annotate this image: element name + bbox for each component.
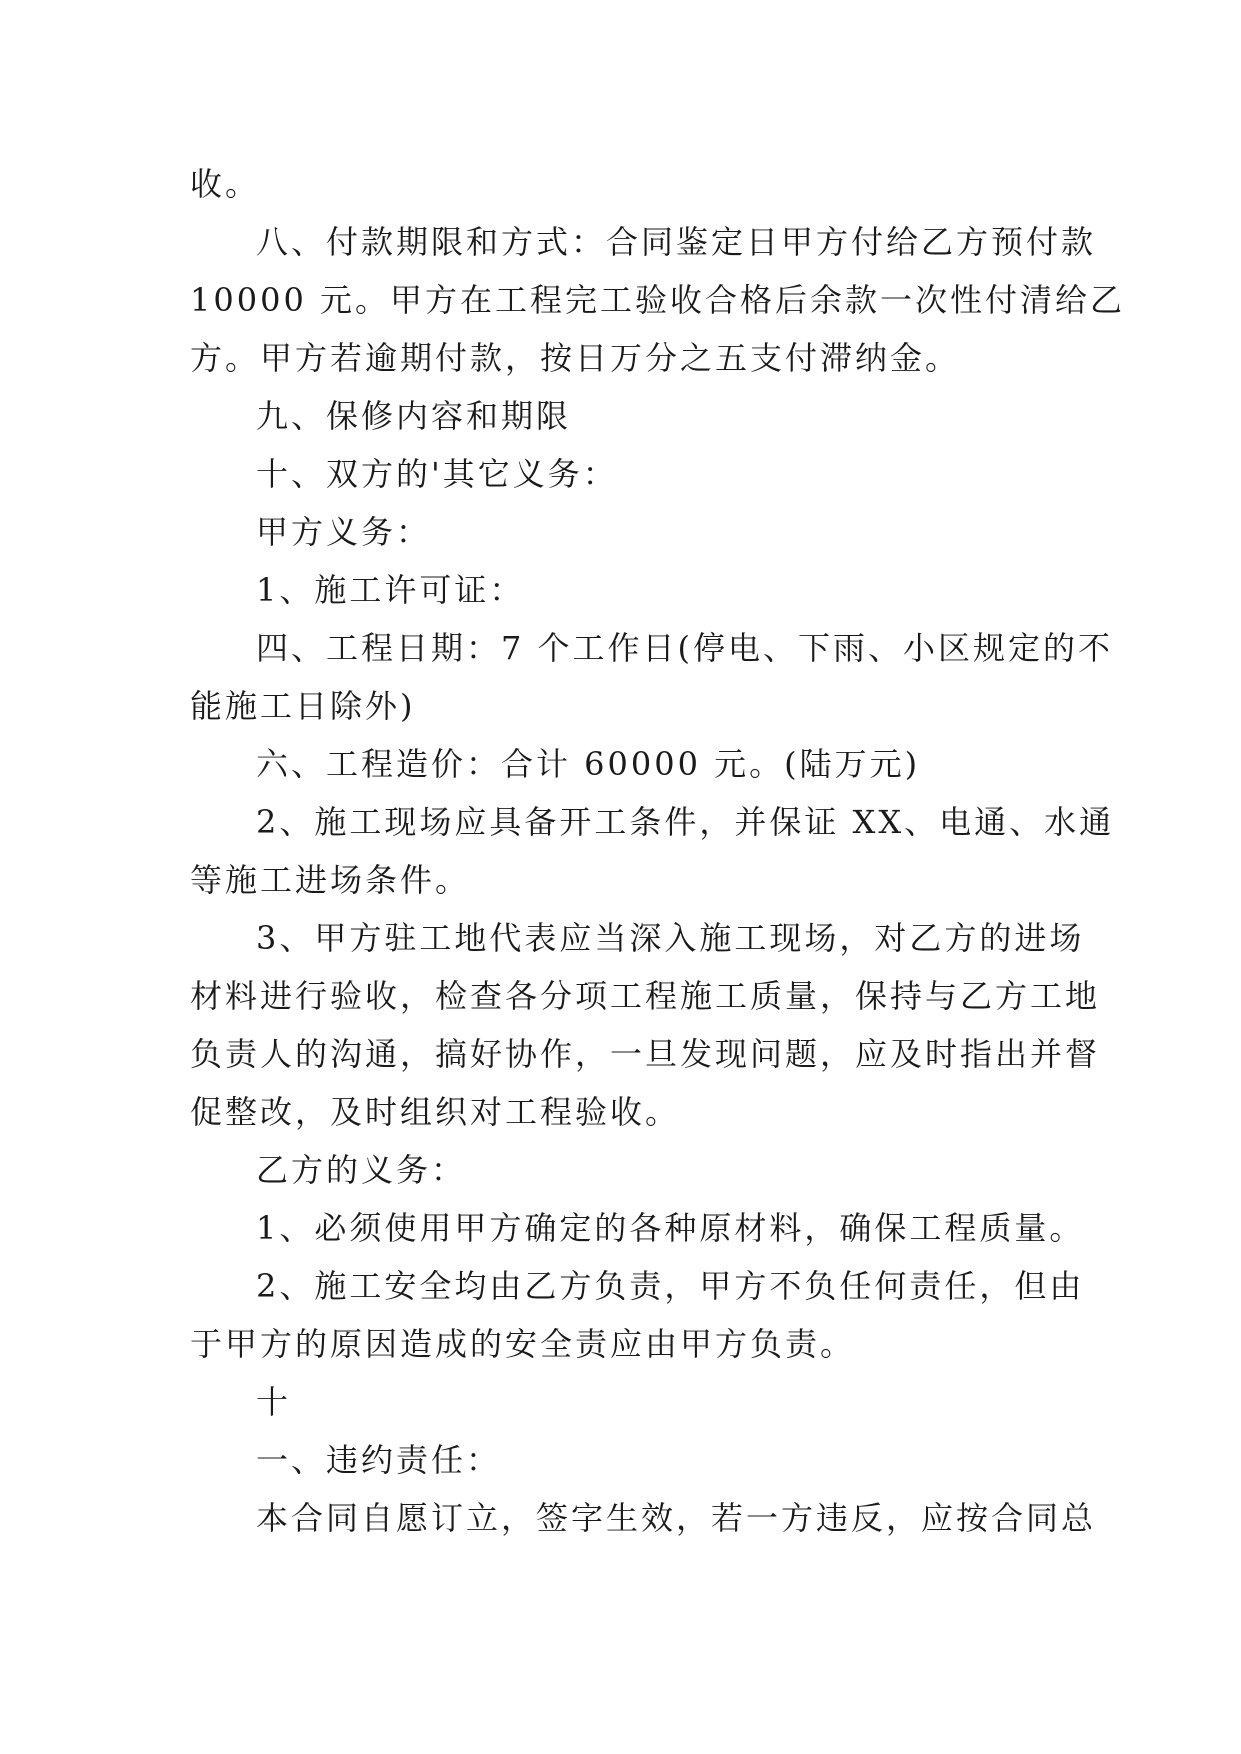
document-line: 于甲方的原因造成的安全责应由甲方负责。	[190, 1325, 856, 1363]
document-line: 材料进行验收，检查各分项工程施工质量，保持与乙方工地	[190, 977, 1101, 1015]
document-line: 乙方的义务：	[256, 1151, 467, 1189]
document-line: 四、工程日期：7 个工作日(停电、下雨、小区规定的不	[256, 629, 1114, 667]
document-line: 1、必须使用甲方确定的各种原材料，确保工程质量。	[256, 1209, 1085, 1247]
document-line: 负责人的沟通，搞好协作，一旦发现问题，应及时指出并督	[190, 1035, 1101, 1073]
document-line: 促整改，及时组织对工程验收。	[190, 1093, 681, 1131]
document-line: 3、甲方驻工地代表应当深入施工现场，对乙方的进场	[256, 919, 1085, 957]
document-line: 2、施工安全均由乙方负责，甲方不负任何责任，但由	[256, 1267, 1085, 1305]
document-line: 2、施工现场应具备开工条件，并保证 XX、电通、水通	[256, 803, 1115, 841]
document-line: 八、付款期限和方式：合同鉴定日甲方付给乙方预付款	[256, 223, 1097, 261]
document-line: 一、违约责任：	[256, 1441, 502, 1479]
document-line: 等施工进场条件。	[190, 861, 471, 899]
document-line: 10000 元。甲方在工程完工验收合格后余款一次性付清给乙	[190, 281, 1125, 319]
document-line: 甲方义务：	[256, 513, 432, 551]
document-line: 十、双方的'其它义务：	[256, 455, 618, 493]
document-line: 本合同自愿订立，签字生效，若一方违反，应按合同总	[256, 1499, 1097, 1537]
document-line: 十	[256, 1383, 292, 1421]
document-line: 六、工程造价：合计 60000 元。(陆万元)	[256, 745, 921, 783]
document-line: 方。甲方若逾期付款，按日万分之五支付滞纳金。	[190, 339, 961, 377]
document-line: 能施工日除外)	[190, 687, 416, 725]
document-line: 九、保修内容和期限	[256, 397, 572, 435]
document-line: 收。	[190, 165, 261, 203]
document-line: 1、施工许可证：	[256, 571, 525, 609]
document-body	[190, 155, 1125, 1547]
